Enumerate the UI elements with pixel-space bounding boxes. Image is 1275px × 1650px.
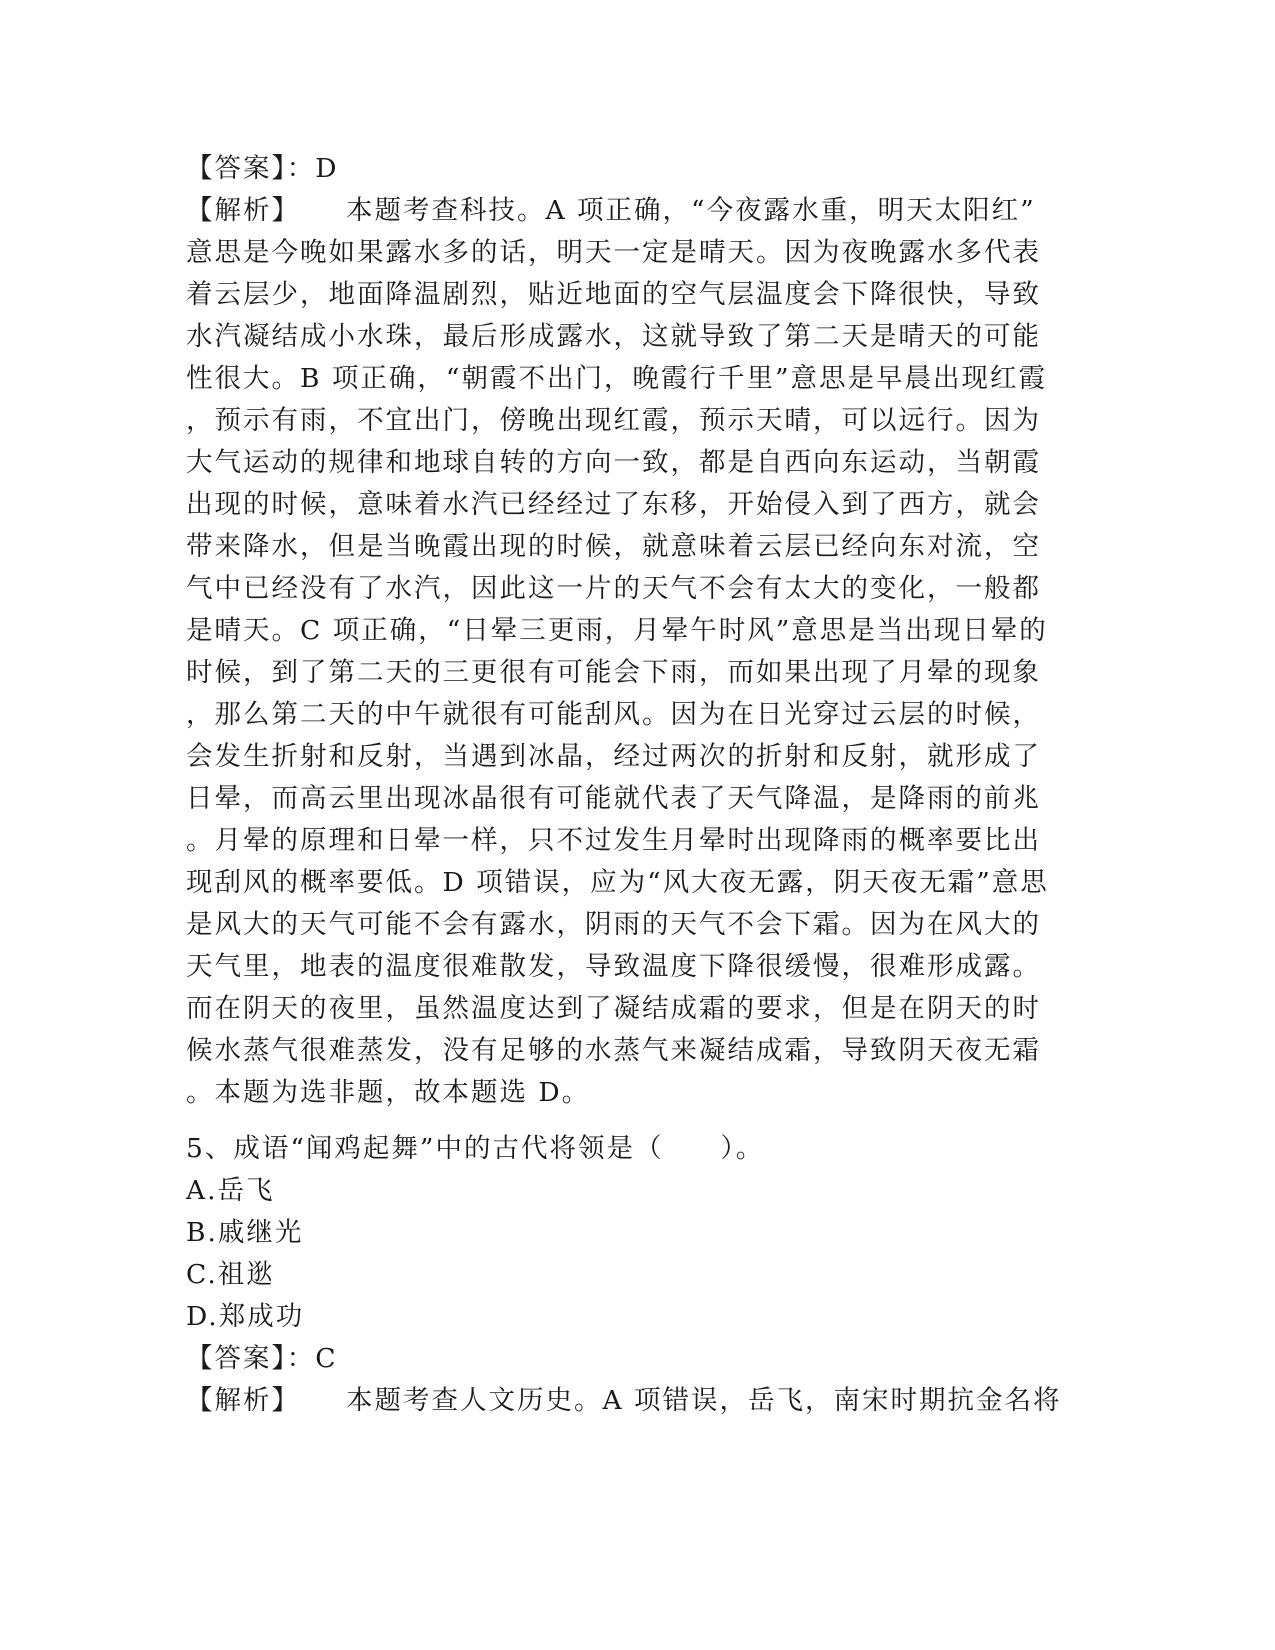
analysis-line: 带来降水，但是当晚霞出现的时候，就意味着云层已经向东对流，空 [186, 531, 1041, 562]
analysis-label: 【解析】 [186, 1385, 300, 1416]
analysis-line: 气中已经没有了水汽，因此这一片的天气不会有太大的变化，一般都 [186, 573, 1041, 604]
q5-question: 5、成语“闻鸡起舞”中的古代将领是（ ）。 [186, 1133, 765, 1164]
analysis-line: ，那么第二天的中午就很有可能刮风。因为在日光穿过云层的时候， [186, 699, 1041, 730]
answer-value: C [315, 1343, 338, 1374]
answer-value: D [315, 153, 339, 184]
q5-option-b: B.戚继光 [186, 1217, 304, 1248]
document-page [186, 148, 1086, 1422]
q4-analysis-body [186, 232, 1086, 1114]
analysis-line: 性很大。B 项正确，“朝霞不出门，晚霞行千里”意思是早晨出现红霞 [186, 363, 1047, 394]
q5-option-d: D.郑成功 [186, 1301, 305, 1332]
q5-option-a: A.岳飞 [186, 1175, 275, 1206]
analysis-line: 是风大的天气可能不会有露水，阴雨的天气不会下霜。因为在风大的 [186, 909, 1041, 940]
analysis-line: 。月晕的原理和日晕一样，只不过发生月晕时出现降雨的概率要比出 [186, 825, 1041, 856]
q5-analysis-first-line [186, 1380, 1086, 1422]
q4-analysis-first-line [186, 190, 1086, 232]
analysis-line: 。本题为选非题，故本题选 D。 [186, 1077, 591, 1108]
analysis-line: 大气运动的规律和地球自转的方向一致，都是自西向东运动，当朝霞 [186, 447, 1041, 478]
q4-answer [186, 148, 1086, 190]
analysis-line: 意思是今晚如果露水多的话，明天一定是晴天。因为夜晚露水多代表 [186, 237, 1041, 268]
analysis-line: 会发生折射和反射，当遇到冰晶，经过两次的折射和反射，就形成了 [186, 741, 1041, 772]
analysis-line: 而在阴天的夜里，虽然温度达到了凝结成霜的要求，但是在阴天的时 [186, 993, 1041, 1024]
q5-answer [186, 1338, 1086, 1380]
analysis-line: 现刮风的概率要低。D 项错误，应为“风大夜无露，阴天夜无霜”意思 [186, 867, 1049, 898]
q5-option-c: C.祖逖 [186, 1259, 275, 1290]
analysis-text: 本题考查人文历史。A 项错误，岳飞，南宋时期抗金名将 [346, 1385, 1062, 1416]
answer-label: 【答案】： [186, 153, 316, 184]
analysis-line: 水汽凝结成小水珠，最后形成露水，这就导致了第二天是晴天的可能 [186, 321, 1041, 352]
answer-label: 【答案】： [186, 1343, 316, 1374]
analysis-label: 【解析】 [186, 195, 300, 226]
analysis-text: 本题考查科技。A 项正确，“今夜露水重，明天太阳红” [346, 195, 1036, 226]
analysis-line: 候水蒸气很难蒸发，没有足够的水蒸气来凝结成霜，导致阴天夜无霜 [186, 1035, 1041, 1066]
analysis-line: 出现的时候，意味着水汽已经经过了东移，开始侵入到了西方，就会 [186, 489, 1041, 520]
analysis-line: 天气里，地表的温度很难散发，导致温度下降很缓慢，很难形成露。 [186, 951, 1041, 982]
analysis-line: 时候，到了第二天的三更很有可能会下雨，而如果出现了月晕的现象 [186, 657, 1041, 688]
analysis-line: 是晴天。C 项正确，“日晕三更雨，月晕午时风”意思是当出现日晕的 [186, 615, 1048, 646]
analysis-line: 日晕，而高云里出现冰晶很有可能就代表了天气降温，是降雨的前兆 [186, 783, 1041, 814]
analysis-line: 着云层少，地面降温剧烈，贴近地面的空气层温度会下降很快，导致 [186, 279, 1041, 310]
analysis-line: ，预示有雨，不宜出门，傍晚出现红霞，预示天晴，可以远行。因为 [186, 405, 1041, 436]
